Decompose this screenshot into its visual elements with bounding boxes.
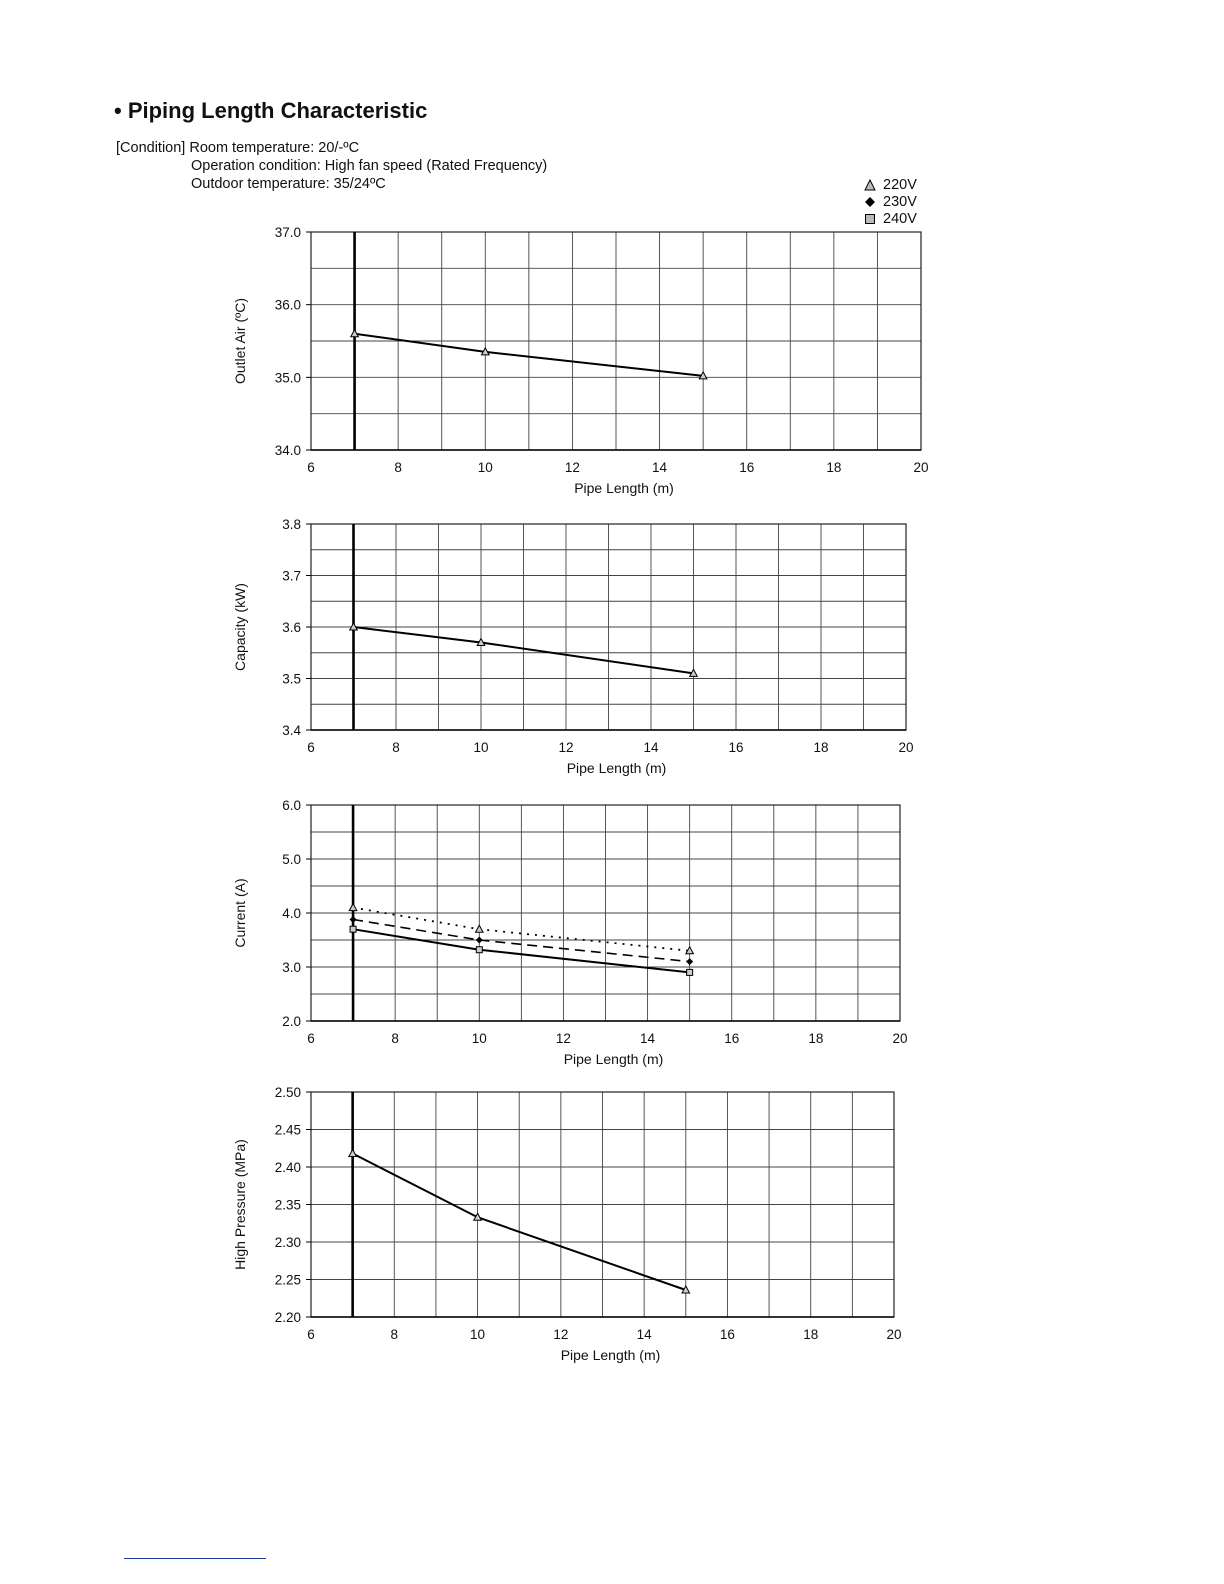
x-tick-label: 20 <box>898 740 914 755</box>
data-point-triangle <box>349 904 357 911</box>
y-tick-label: 2.25 <box>274 1272 301 1288</box>
x-tick-label: 8 <box>391 1031 399 1046</box>
x-tick-label: 18 <box>826 460 842 475</box>
x-tick-label: 16 <box>724 1031 740 1046</box>
x-tick-label: 10 <box>477 460 493 475</box>
x-tick-label: 18 <box>808 1031 824 1046</box>
y-axis-label: High Pressure (MPa) <box>232 1139 248 1270</box>
page-title: • Piping Length Characteristic <box>114 98 428 123</box>
outlet-air-chart <box>232 225 929 496</box>
y-tick-label: 2.0 <box>282 1014 301 1029</box>
x-axis-label: Pipe Length (m) <box>560 1347 661 1363</box>
x-axis-label: Pipe Length (m) <box>563 1051 664 1067</box>
y-tick-label: 2.50 <box>274 1085 301 1100</box>
legend-label: 230V <box>883 193 917 210</box>
y-tick-label: 3.0 <box>282 960 301 975</box>
y-tick-label: 2.35 <box>274 1197 301 1213</box>
data-point-square <box>476 947 482 953</box>
legend-label: 240V <box>883 210 917 227</box>
x-tick-label: 14 <box>652 460 668 475</box>
y-tick-label: 34.0 <box>274 443 301 458</box>
x-tick-label: 14 <box>636 1327 652 1342</box>
data-point-square <box>687 969 693 975</box>
x-axis-label: Pipe Length (m) <box>566 760 667 776</box>
y-tick-label: 37.0 <box>274 225 301 240</box>
data-point-triangle <box>349 1150 357 1157</box>
y-tick-label: 5.0 <box>282 852 301 867</box>
x-tick-label: 12 <box>564 460 580 475</box>
y-tick-label: 2.40 <box>274 1160 301 1175</box>
x-tick-label: 10 <box>471 1031 487 1046</box>
y-tick-label: 3.6 <box>282 620 301 635</box>
x-tick-label: 6 <box>307 1327 315 1342</box>
y-tick-label: 3.4 <box>282 723 301 738</box>
y-tick-label: 2.20 <box>274 1310 301 1325</box>
condition-operation: Operation condition: High fan speed (Rated Frequency) <box>191 158 548 174</box>
x-tick-label: 16 <box>719 1327 735 1342</box>
y-tick-label: 3.5 <box>282 671 301 687</box>
condition-outdoor-temperature: Outdoor temperature: 35/24ºC <box>191 176 386 192</box>
x-tick-label: 14 <box>643 740 659 755</box>
y-axis-label: Capacity (kW) <box>232 583 248 671</box>
x-tick-label: 6 <box>307 740 315 755</box>
x-axis-label: Pipe Length (m) <box>574 480 674 496</box>
y-tick-label: 35.0 <box>274 370 301 386</box>
y-axis-label: Current (A) <box>232 878 248 948</box>
capacity-chart <box>232 517 914 776</box>
y-tick-label: 2.30 <box>274 1235 301 1250</box>
x-tick-label: 20 <box>913 460 929 475</box>
x-tick-label: 20 <box>892 1031 908 1046</box>
y-tick-label: 36.0 <box>274 297 301 313</box>
x-tick-label: 8 <box>390 1327 399 1342</box>
y-axis-label: Outlet Air (ºC) <box>232 297 248 385</box>
data-point-diamond <box>476 937 483 944</box>
x-tick-label: 8 <box>392 740 400 755</box>
y-tick-label: 3.8 <box>282 517 301 532</box>
current-chart <box>232 798 908 1067</box>
y-tick-label: 2.45 <box>274 1122 301 1138</box>
data-point-diamond <box>350 916 357 923</box>
legend-label: 220V <box>883 176 917 193</box>
high-pressure-chart <box>232 1085 902 1363</box>
x-tick-label: 6 <box>307 1031 315 1046</box>
x-tick-label: 14 <box>640 1031 656 1046</box>
y-tick-label: 6.0 <box>282 798 301 813</box>
x-tick-label: 18 <box>813 740 829 755</box>
x-tick-label: 8 <box>394 460 402 475</box>
x-tick-label: 16 <box>728 740 744 755</box>
data-point-diamond <box>686 958 693 965</box>
data-point-triangle <box>475 925 483 932</box>
x-tick-label: 6 <box>307 460 315 475</box>
x-tick-label: 20 <box>886 1327 902 1342</box>
x-tick-label: 12 <box>555 1031 571 1046</box>
x-tick-label: 12 <box>553 1327 569 1342</box>
condition-room-temperature: [Condition] Room temperature: 20/-ºC <box>116 140 360 156</box>
x-tick-label: 18 <box>803 1327 819 1342</box>
x-tick-label: 10 <box>473 740 489 755</box>
y-tick-label: 4.0 <box>282 906 301 921</box>
footer-divider <box>124 1558 266 1559</box>
y-tick-label: 3.7 <box>282 568 301 584</box>
x-tick-label: 16 <box>739 460 755 475</box>
data-point-square <box>350 926 356 932</box>
x-tick-label: 10 <box>470 1327 486 1342</box>
x-tick-label: 12 <box>558 740 574 755</box>
